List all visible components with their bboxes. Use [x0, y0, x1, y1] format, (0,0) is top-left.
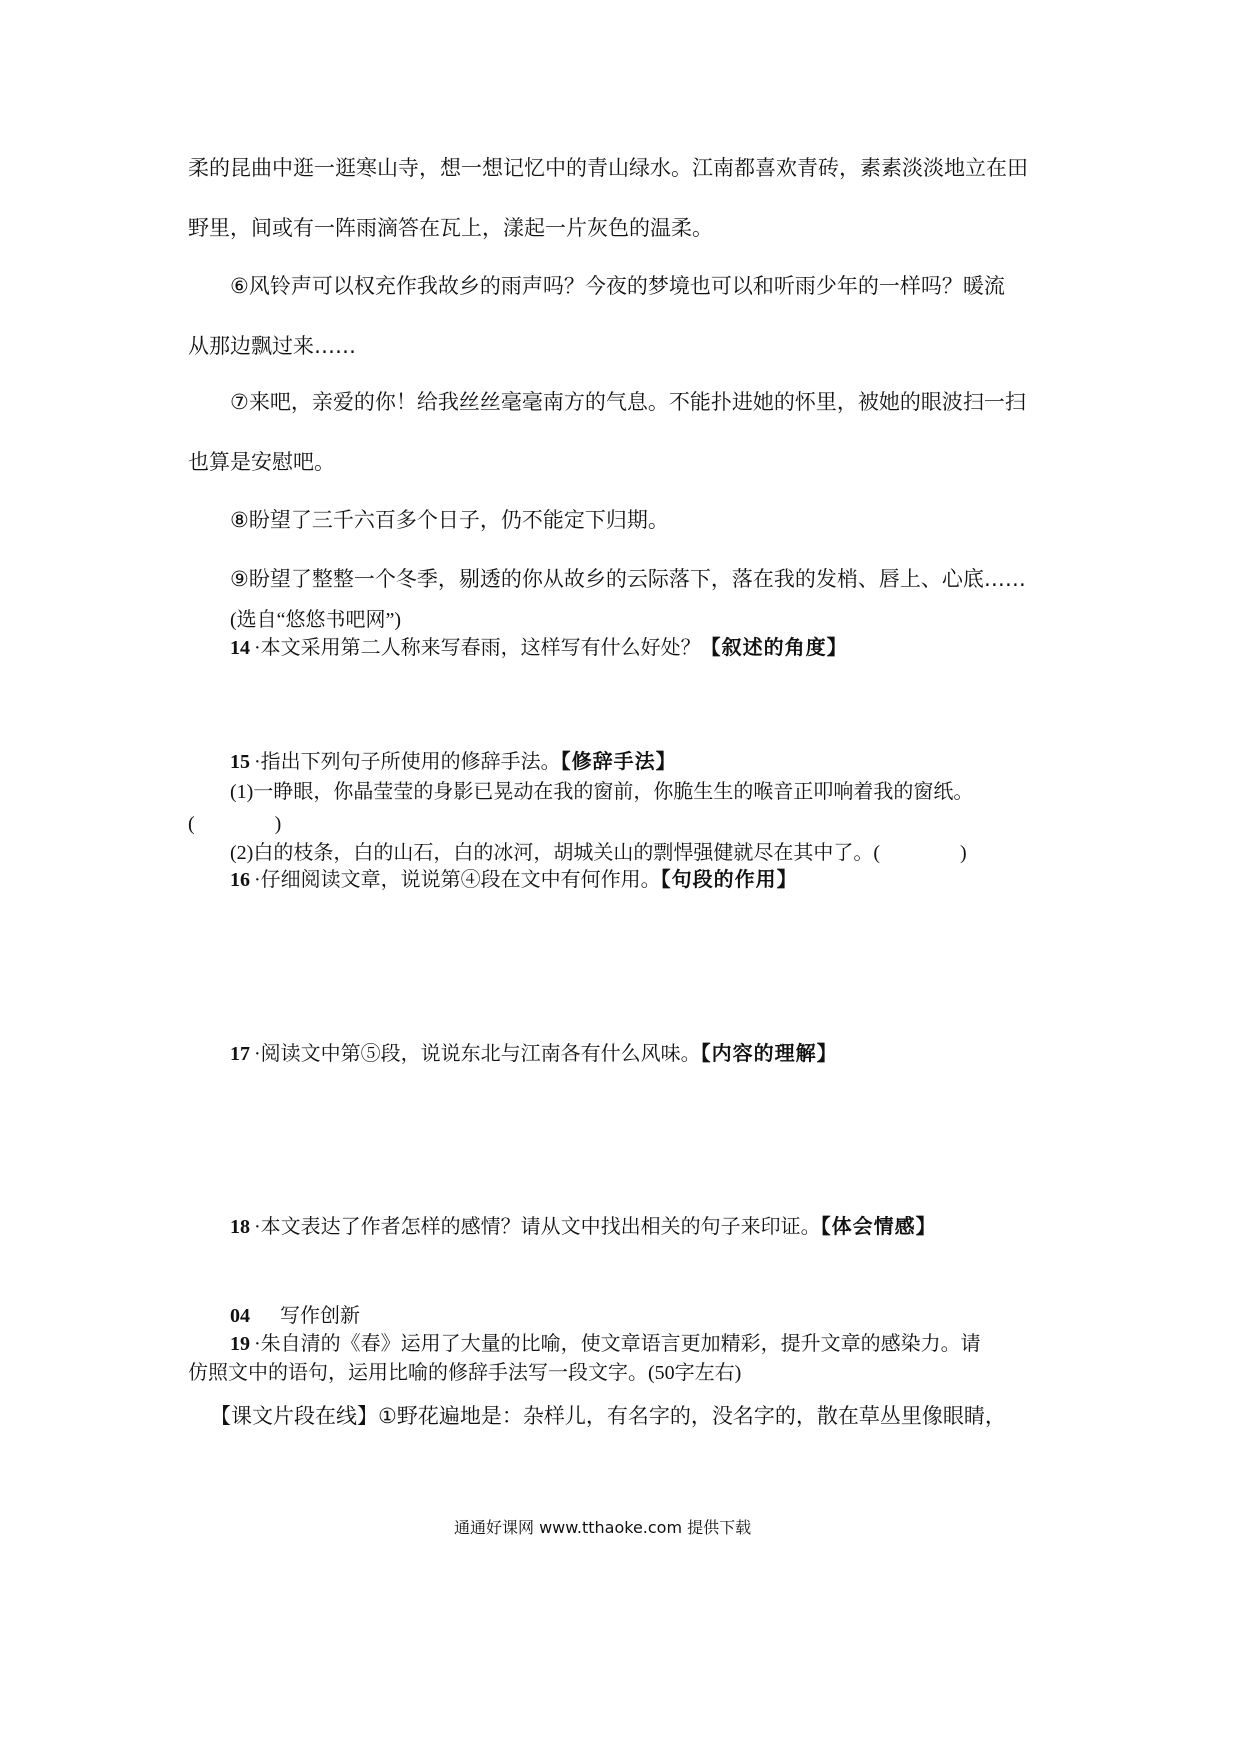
question-16: 16 ·仔细阅读文章，说说第④段在文中有何作用。【句段的作用】: [230, 869, 798, 891]
question-tag: 【修辞手法】: [560, 751, 677, 773]
paragraph-7-cont: 也算是安慰吧。: [188, 450, 335, 474]
question-17: 17 ·阅读文中第⑤段，说说东北与江南各有什么风味。【内容的理解】: [230, 1043, 838, 1065]
paragraph-8: ⑧盼望了三千六百多个日子，仍不能定下归期。: [230, 508, 669, 532]
question-tag: 【体会情感】: [820, 1216, 937, 1238]
question-tag: 【内容的理解】: [700, 1043, 838, 1065]
question-15: 15 ·指出下列句子所使用的修辞手法。【修辞手法】: [230, 751, 677, 773]
source-note: (选自“悠悠书吧网”): [230, 609, 402, 631]
answer-blank: ( ): [188, 813, 282, 835]
passage-line: 柔的昆曲中逛一逛寒山寺，想一想记忆中的青山绿水。江南都喜欢青砖，素素淡淡地立在田: [188, 156, 1028, 180]
text-fragment: 【课文片段在线】①野花遍地是：杂样儿，有名字的，没名字的，散在草丛里像眼睛，: [210, 1404, 1006, 1428]
question-tag: 【句段的作用】: [660, 869, 798, 891]
question-18: 18 ·本文表达了作者怎样的感情？请从文中找出相关的句子来印证。【体会情感】: [230, 1216, 937, 1238]
question-15-item-2: (2)白的枝条，白的山石，白的冰河，胡城关山的剽悍强健就尽在其中了。( ): [230, 842, 967, 864]
paragraph-6-cont: 从那边飘过来……: [188, 334, 356, 358]
section-heading: 04 写作创新: [230, 1305, 360, 1327]
question-19-cont: 仿照文中的语句，运用比喻的修辞手法写一段文字。(50字左右): [188, 1362, 742, 1384]
paragraph-6: ⑥风铃声可以权充作我故乡的雨声吗？今夜的梦境也可以和听雨少年的一样吗？暖流: [230, 274, 1005, 298]
question-tag: 【叙述的角度】: [700, 637, 848, 659]
question-15-item-1: (1)一睁眼，你晶莹莹的身影已晃动在我的窗前，你脆生生的喉音正叩响着我的窗纸。: [230, 781, 974, 803]
question-14: 14 ·本文采用第二人称来写春雨，这样写有什么好处？【叙述的角度】: [230, 637, 848, 659]
page-footer: 通通好课网 www.tthaoke.com 提供下载: [454, 1518, 752, 1537]
passage-line: 野里，间或有一阵雨滴答在瓦上，漾起一片灰色的温柔。: [188, 216, 713, 240]
question-19: 19 ·朱自清的《春》运用了大量的比喻，使文章语言更加精彩，提升文章的感染力。请: [230, 1333, 981, 1355]
paragraph-9: ⑨盼望了整整一个冬季，剔透的你从故乡的云际落下，落在我的发梢、唇上、心底……: [230, 567, 1026, 591]
paragraph-7: ⑦来吧，亲爱的你！给我丝丝毫毫南方的气息。不能扑进她的怀里，被她的眼波扫一扫: [230, 390, 1026, 414]
